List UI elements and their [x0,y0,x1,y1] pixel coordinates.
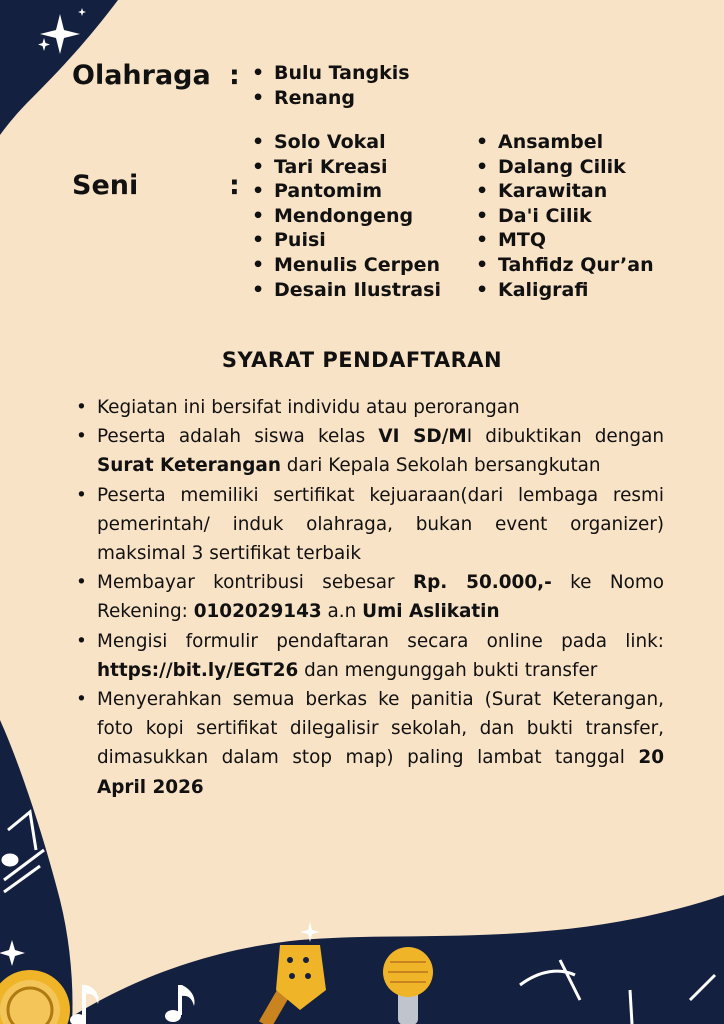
requirement-text: dan mengunggah bukti transfer [298,659,598,681]
list-item: • Dalang Cilik [474,155,654,180]
list-item: • Tari Kreasi [250,155,441,180]
requirement-item [72,685,664,802]
requirements-list [72,393,664,802]
requirement-item [72,393,664,422]
list-item: • Menulis Cerpen [250,253,441,278]
document-name: Surat Keterangan [97,455,281,477]
requirement-item [72,481,664,569]
requirement-text: Kegiatan ini bersifat individu atau perorangan [97,397,520,418]
seni-colon: : [229,170,240,201]
requirement-text: Mengisi formulir pendaftaran secara online pada link: [97,630,664,652]
requirement-text: Peserta adalah siswa kelas [97,426,379,448]
registration-link[interactable]: https://bit.ly/EGT26 [97,659,299,681]
deadline-date: 20 April 2026 [97,747,664,798]
requirements-title: SYARAT PENDAFTARAN [221,348,503,372]
olahraga-list [250,61,410,110]
account-holder: Umi Aslikatin [362,601,500,623]
requirement-text: a.n [321,601,363,623]
list-item: • Solo Vokal [250,130,441,155]
seni-list-col1 [250,130,441,302]
requirement-text: Peserta memiliki sertifikat kejuaraan(dari lembaga resmi pemerintah/ induk olahraga, bukan event organizer) maksimal 3 sertifikat terbaik [97,484,664,565]
list-item: • MTQ [474,228,654,253]
requirement-text: ke Nomo Rekening: [97,572,664,623]
list-item: • Da'i Cilik [474,204,654,229]
olahraga-heading: Olahraga [72,60,211,91]
list-item: • Bulu Tangkis [250,61,410,86]
list-item: • Kaligrafi [474,278,654,303]
requirement-text: dari Kepala Sekolah bersangkutan [280,455,601,477]
list-item: • Desain Ilustrasi [250,278,441,303]
seni-list-col2 [474,130,654,302]
list-item: • Renang [250,86,410,111]
list-item: • Puisi [250,228,441,253]
class-level: VI SD/M [378,426,467,448]
fee-amount: Rp. 50.000,- [412,572,552,594]
requirement-item [72,568,664,626]
list-item: • Karawitan [474,179,654,204]
seni-heading: Seni [72,170,139,201]
requirement-item [72,422,664,480]
requirement-text: I dibuktikan dengan [466,426,664,448]
requirement-text: Menyerahkan semua berkas ke panitia (Surat Keterangan, foto kopi sertifikat dilegalisir sekolah, dan bukti transfer, dimasukkan dalam stop map) paling lambat tanggal [97,689,664,769]
list-item: • Pantomim [250,179,441,204]
olahraga-colon: : [229,60,240,91]
list-item: • Tahfidz Qur’an [474,253,654,278]
list-item: • Mendongeng [250,204,441,229]
account-number: 0102029143 [193,601,322,623]
requirement-item [72,627,664,685]
list-item: • Ansambel [474,130,654,155]
requirement-text: Membayar kontribusi sebesar [97,572,413,594]
